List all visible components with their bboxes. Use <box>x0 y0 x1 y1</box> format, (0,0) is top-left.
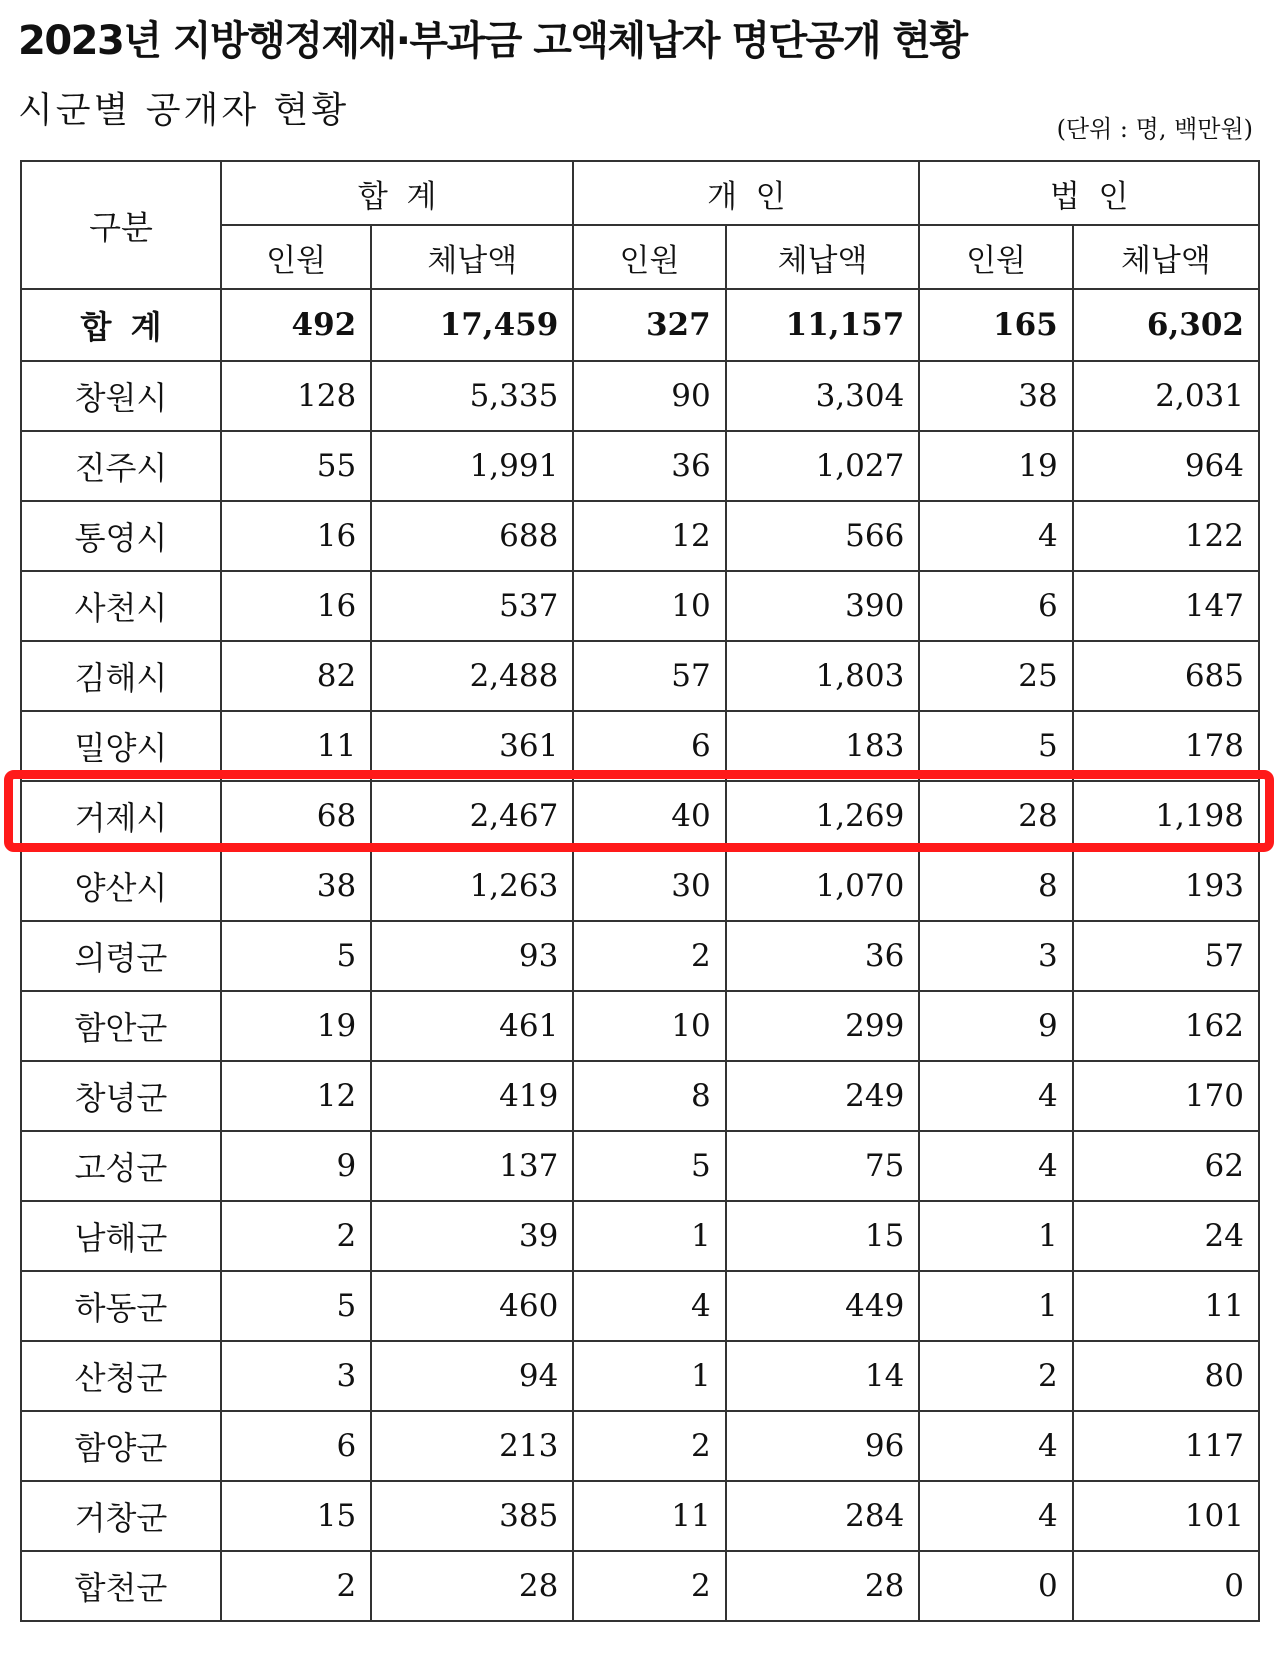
cell-individual-count: 6 <box>573 711 725 781</box>
cell-individual-amount: 36 <box>726 921 920 991</box>
table-row <box>21 1061 1259 1131</box>
row-name: 김해시 <box>21 641 221 711</box>
row-name: 산청군 <box>21 1341 221 1411</box>
cell-individual-amount: 1,269 <box>726 781 920 851</box>
cell-total-count: 16 <box>221 571 371 641</box>
header-total: 합계 <box>221 161 573 225</box>
cell-individual-amount: 390 <box>726 571 920 641</box>
table-row <box>21 361 1259 431</box>
cell-corporate-amount: 193 <box>1073 851 1259 921</box>
total-row <box>21 289 1259 361</box>
table-row <box>21 571 1259 641</box>
cell-individual-count: 5 <box>573 1131 725 1201</box>
cell-total-amount: 137 <box>371 1131 573 1201</box>
unit-note: (단위 : 명, 백만원) <box>1056 115 1253 143</box>
cell-individual-count: 57 <box>573 641 725 711</box>
cell-total-amount: 1,991 <box>371 431 573 501</box>
cell-total-count: 12 <box>221 1061 371 1131</box>
row-name: 창녕군 <box>21 1061 221 1131</box>
cell-individual-count: 8 <box>573 1061 725 1131</box>
table-body <box>21 289 1259 1621</box>
cell-corporate-count: 8 <box>919 851 1072 921</box>
cell-corporate-count: 0 <box>919 1551 1072 1621</box>
table-subtitle: 시군별 공개자 현황 <box>18 90 350 131</box>
cell-total-amount: 537 <box>371 571 573 641</box>
row-name: 창원시 <box>21 361 221 431</box>
row-name: 의령군 <box>21 921 221 991</box>
cell-total-amount: 361 <box>371 711 573 781</box>
cell-corporate-amount: 170 <box>1073 1061 1259 1131</box>
cell-corporate-count: 19 <box>919 431 1072 501</box>
cell-corporate-count: 165 <box>919 289 1072 361</box>
cell-total-amount: 94 <box>371 1341 573 1411</box>
table-row <box>21 1271 1259 1341</box>
cell-total-count: 492 <box>221 289 371 361</box>
cell-total-amount: 28 <box>371 1551 573 1621</box>
table-row <box>21 1341 1259 1411</box>
cell-corporate-amount: 178 <box>1073 711 1259 781</box>
cell-total-amount: 461 <box>371 991 573 1061</box>
table-row <box>21 501 1259 571</box>
cell-individual-count: 11 <box>573 1481 725 1551</box>
cell-individual-amount: 15 <box>726 1201 920 1271</box>
cell-corporate-amount: 685 <box>1073 641 1259 711</box>
cell-corporate-amount: 147 <box>1073 571 1259 641</box>
cell-individual-amount: 3,304 <box>726 361 920 431</box>
table-row <box>21 921 1259 991</box>
cell-corporate-count: 5 <box>919 711 1072 781</box>
cell-individual-count: 2 <box>573 1551 725 1621</box>
cell-individual-amount: 249 <box>726 1061 920 1131</box>
cell-individual-amount: 28 <box>726 1551 920 1621</box>
cell-individual-count: 12 <box>573 501 725 571</box>
cell-individual-amount: 75 <box>726 1131 920 1201</box>
cell-corporate-count: 25 <box>919 641 1072 711</box>
delinquent-table <box>20 160 1260 1622</box>
cell-corporate-count: 9 <box>919 991 1072 1061</box>
table-row <box>21 1551 1259 1621</box>
cell-individual-count: 30 <box>573 851 725 921</box>
cell-total-count: 15 <box>221 1481 371 1551</box>
cell-corporate-count: 4 <box>919 1131 1072 1201</box>
header-individual-amount: 체납액 <box>726 225 920 289</box>
cell-total-count: 68 <box>221 781 371 851</box>
cell-corporate-amount: 24 <box>1073 1201 1259 1271</box>
row-name: 사천시 <box>21 571 221 641</box>
row-name: 고성군 <box>21 1131 221 1201</box>
table-row <box>21 991 1259 1061</box>
cell-corporate-amount: 2,031 <box>1073 361 1259 431</box>
header-total-count: 인원 <box>221 225 371 289</box>
table-row <box>21 641 1259 711</box>
cell-corporate-amount: 1,198 <box>1073 781 1259 851</box>
cell-total-amount: 39 <box>371 1201 573 1271</box>
cell-corporate-count: 1 <box>919 1201 1072 1271</box>
cell-corporate-amount: 57 <box>1073 921 1259 991</box>
page-title: 2023년 지방행정제재·부과금 고액체납자 명단공개 현황 <box>18 18 967 64</box>
cell-corporate-count: 3 <box>919 921 1072 991</box>
table-row <box>21 851 1259 921</box>
cell-total-count: 82 <box>221 641 371 711</box>
row-name: 통영시 <box>21 501 221 571</box>
row-name: 밀양시 <box>21 711 221 781</box>
row-name: 거제시 <box>21 781 221 851</box>
cell-total-count: 55 <box>221 431 371 501</box>
header-corporate-amount: 체납액 <box>1073 225 1259 289</box>
cell-total-amount: 1,263 <box>371 851 573 921</box>
cell-individual-amount: 566 <box>726 501 920 571</box>
cell-individual-count: 2 <box>573 921 725 991</box>
header-gubun: 구분 <box>21 161 221 289</box>
row-name: 함안군 <box>21 991 221 1061</box>
highlight-box-geoje <box>4 770 1274 852</box>
cell-corporate-amount: 80 <box>1073 1341 1259 1411</box>
table-row <box>21 431 1259 501</box>
cell-total-count: 3 <box>221 1341 371 1411</box>
cell-corporate-count: 1 <box>919 1271 1072 1341</box>
cell-individual-amount: 183 <box>726 711 920 781</box>
row-name: 거창군 <box>21 1481 221 1551</box>
cell-corporate-count: 4 <box>919 1061 1072 1131</box>
cell-individual-count: 2 <box>573 1411 725 1481</box>
cell-total-amount: 93 <box>371 921 573 991</box>
cell-total-amount: 5,335 <box>371 361 573 431</box>
row-name: 함양군 <box>21 1411 221 1481</box>
cell-corporate-count: 28 <box>919 781 1072 851</box>
header-total-amount: 체납액 <box>371 225 573 289</box>
cell-total-count: 128 <box>221 361 371 431</box>
cell-individual-amount: 96 <box>726 1411 920 1481</box>
header-individual-count: 인원 <box>573 225 725 289</box>
cell-corporate-amount: 117 <box>1073 1411 1259 1481</box>
cell-total-amount: 460 <box>371 1271 573 1341</box>
cell-total-amount: 213 <box>371 1411 573 1481</box>
cell-total-count: 2 <box>221 1201 371 1271</box>
cell-total-count: 9 <box>221 1131 371 1201</box>
cell-individual-amount: 14 <box>726 1341 920 1411</box>
header-corporate: 법인 <box>919 161 1259 225</box>
cell-individual-count: 36 <box>573 431 725 501</box>
cell-total-count: 38 <box>221 851 371 921</box>
cell-individual-count: 40 <box>573 781 725 851</box>
cell-total-amount: 2,488 <box>371 641 573 711</box>
table-row <box>21 1131 1259 1201</box>
cell-total-count: 6 <box>221 1411 371 1481</box>
cell-individual-count: 10 <box>573 991 725 1061</box>
cell-total-amount: 419 <box>371 1061 573 1131</box>
table-row <box>21 1201 1259 1271</box>
cell-corporate-count: 4 <box>919 501 1072 571</box>
cell-total-count: 5 <box>221 1271 371 1341</box>
row-name: 진주시 <box>21 431 221 501</box>
cell-total-amount: 688 <box>371 501 573 571</box>
cell-individual-amount: 11,157 <box>726 289 920 361</box>
cell-individual-amount: 1,027 <box>726 431 920 501</box>
cell-total-count: 16 <box>221 501 371 571</box>
cell-total-amount: 385 <box>371 1481 573 1551</box>
cell-individual-amount: 449 <box>726 1271 920 1341</box>
row-name: 합계 <box>21 289 221 361</box>
row-name: 양산시 <box>21 851 221 921</box>
header-corporate-count: 인원 <box>919 225 1072 289</box>
cell-individual-amount: 1,803 <box>726 641 920 711</box>
cell-corporate-amount: 11 <box>1073 1271 1259 1341</box>
cell-corporate-amount: 62 <box>1073 1131 1259 1201</box>
cell-corporate-count: 6 <box>919 571 1072 641</box>
row-name: 합천군 <box>21 1551 221 1621</box>
cell-individual-amount: 1,070 <box>726 851 920 921</box>
cell-individual-count: 1 <box>573 1341 725 1411</box>
cell-individual-count: 327 <box>573 289 725 361</box>
cell-corporate-amount: 0 <box>1073 1551 1259 1621</box>
cell-individual-amount: 284 <box>726 1481 920 1551</box>
cell-individual-amount: 299 <box>726 991 920 1061</box>
cell-individual-count: 10 <box>573 571 725 641</box>
cell-individual-count: 1 <box>573 1201 725 1271</box>
cell-total-count: 2 <box>221 1551 371 1621</box>
row-name: 하동군 <box>21 1271 221 1341</box>
cell-individual-count: 4 <box>573 1271 725 1341</box>
cell-total-count: 5 <box>221 921 371 991</box>
cell-corporate-amount: 122 <box>1073 501 1259 571</box>
cell-corporate-count: 4 <box>919 1481 1072 1551</box>
cell-corporate-amount: 162 <box>1073 991 1259 1061</box>
cell-corporate-amount: 101 <box>1073 1481 1259 1551</box>
row-name: 남해군 <box>21 1201 221 1271</box>
cell-corporate-count: 4 <box>919 1411 1072 1481</box>
cell-corporate-amount: 6,302 <box>1073 289 1259 361</box>
table-row <box>21 1411 1259 1481</box>
cell-corporate-amount: 964 <box>1073 431 1259 501</box>
cell-corporate-count: 2 <box>919 1341 1072 1411</box>
cell-total-count: 11 <box>221 711 371 781</box>
cell-total-count: 19 <box>221 991 371 1061</box>
cell-individual-count: 90 <box>573 361 725 431</box>
cell-total-amount: 17,459 <box>371 289 573 361</box>
table-row <box>21 1481 1259 1551</box>
cell-corporate-count: 38 <box>919 361 1072 431</box>
header-individual: 개인 <box>573 161 919 225</box>
cell-total-amount: 2,467 <box>371 781 573 851</box>
